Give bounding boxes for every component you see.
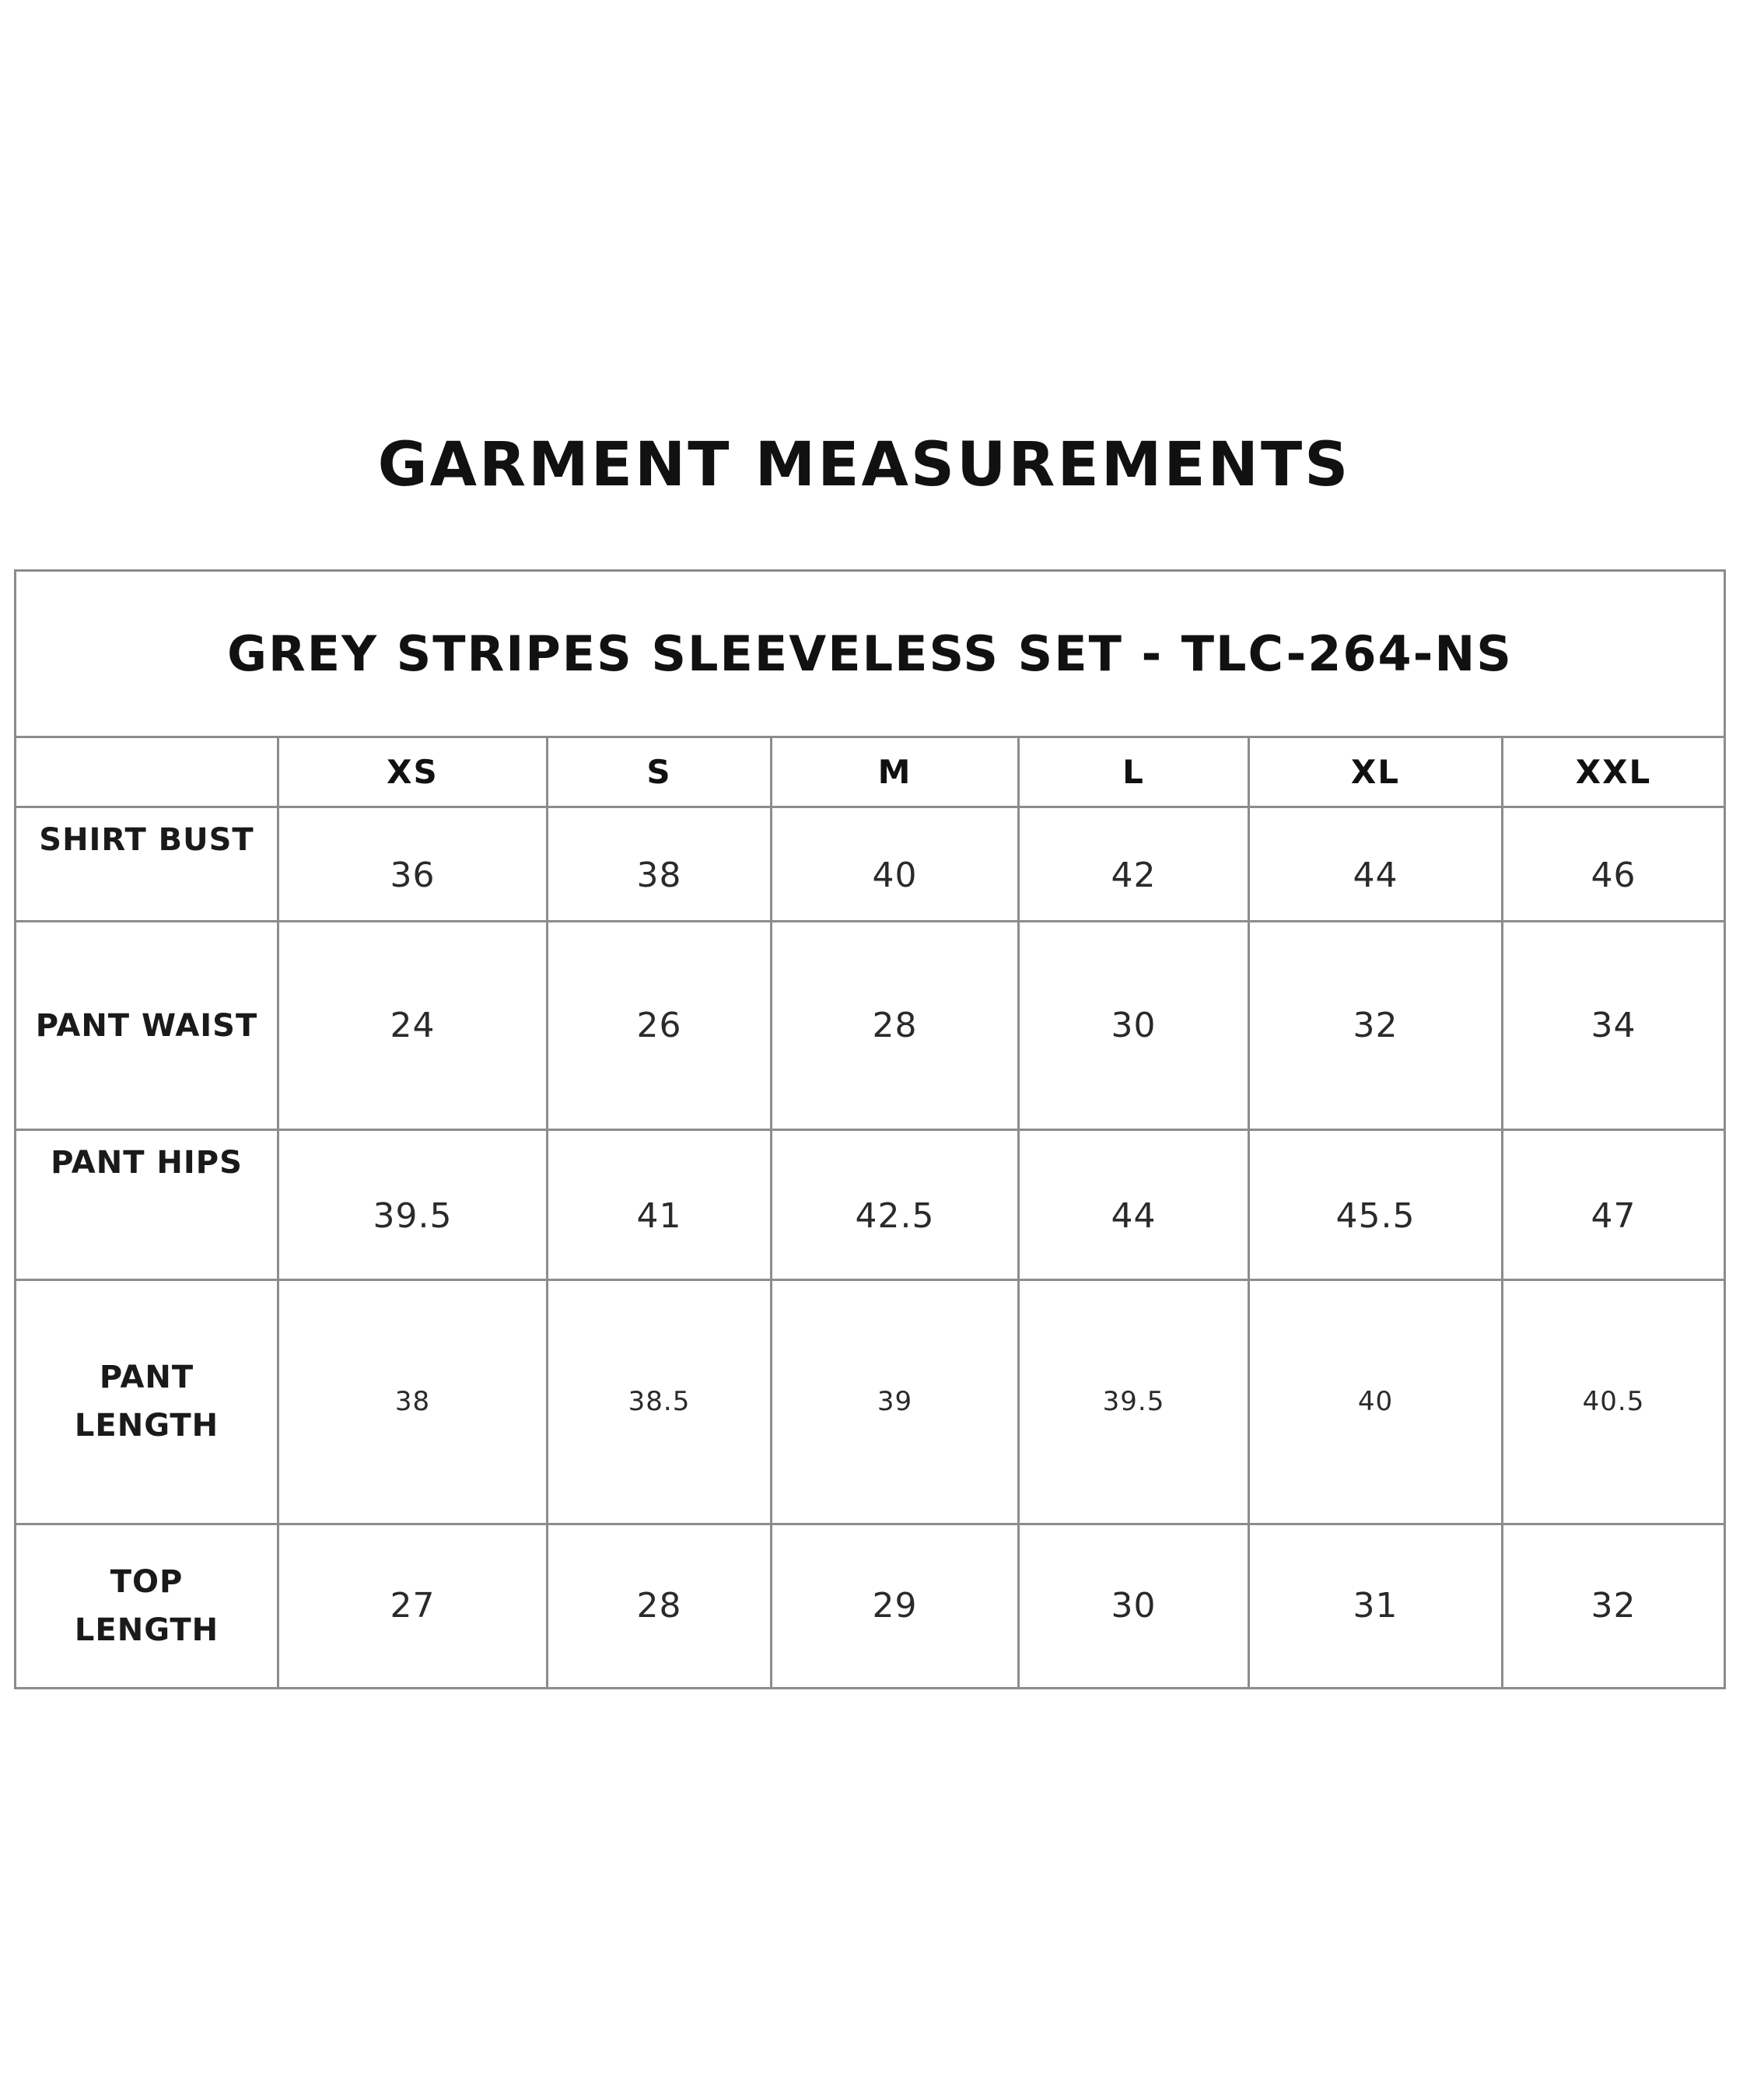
table-row [16, 1280, 1725, 1524]
row-label-top-length: TOP LENGTH [16, 1524, 278, 1688]
cell-value: 40 [772, 807, 1019, 922]
cell-value: 44 [1019, 1129, 1249, 1279]
cell-value: 46 [1503, 807, 1725, 922]
cell-value: 30 [1019, 922, 1249, 1129]
page-title: GARMENT MEASUREMENTS [377, 430, 1351, 500]
cell-value: 38 [278, 1280, 548, 1524]
cell-value: 29 [772, 1524, 1019, 1688]
cell-value: 41 [548, 1129, 772, 1279]
cell-value: 44 [1249, 807, 1503, 922]
cell-value: 31 [1249, 1524, 1503, 1688]
row-label-pant-waist: PANT WAIST [16, 922, 278, 1129]
header-size-s: S [548, 737, 772, 807]
cell-value: 38 [548, 807, 772, 922]
table-row [16, 807, 1725, 922]
cell-value: 27 [278, 1524, 548, 1688]
header-size-l: L [1019, 737, 1249, 807]
header-size-m: M [772, 737, 1019, 807]
cell-value: 39.5 [278, 1129, 548, 1279]
cell-value: 42 [1019, 807, 1249, 922]
table-row [16, 922, 1725, 1129]
cell-value: 38.5 [548, 1280, 772, 1524]
cell-value: 40 [1249, 1280, 1503, 1524]
cell-value: 40.5 [1503, 1280, 1725, 1524]
cell-value: 24 [278, 922, 548, 1129]
cell-value: 28 [772, 922, 1019, 1129]
cell-value: 32 [1503, 1524, 1725, 1688]
cell-value: 36 [278, 807, 548, 922]
header-row [16, 737, 1725, 807]
cell-value: 32 [1249, 922, 1503, 1129]
cell-value: 34 [1503, 922, 1725, 1129]
cell-value: 26 [548, 922, 772, 1129]
row-label-pant-hips: PANT HIPS [16, 1129, 278, 1279]
row-label-pant-length: PANT LENGTH [16, 1280, 278, 1524]
table-row [16, 1129, 1725, 1279]
cell-value: 39 [772, 1280, 1019, 1524]
cell-value: 42.5 [772, 1129, 1019, 1279]
cell-value: 39.5 [1019, 1280, 1249, 1524]
caption-row [16, 571, 1725, 737]
cell-value: 30 [1019, 1524, 1249, 1688]
header-size-xl: XL [1249, 737, 1503, 807]
row-label-shirt-bust: SHIRT BUST [16, 807, 278, 922]
cell-value: 47 [1503, 1129, 1725, 1279]
table-row [16, 1524, 1725, 1688]
header-size-xs: XS [278, 737, 548, 807]
header-size-xxl: XXL [1503, 737, 1725, 807]
cell-value: 45.5 [1249, 1129, 1503, 1279]
size-chart-table [14, 569, 1726, 1689]
table-caption: GREY STRIPES SLEEVELESS SET - TLC-264-NS [16, 571, 1725, 737]
cell-value: 28 [548, 1524, 772, 1688]
header-corner-cell [16, 737, 278, 807]
